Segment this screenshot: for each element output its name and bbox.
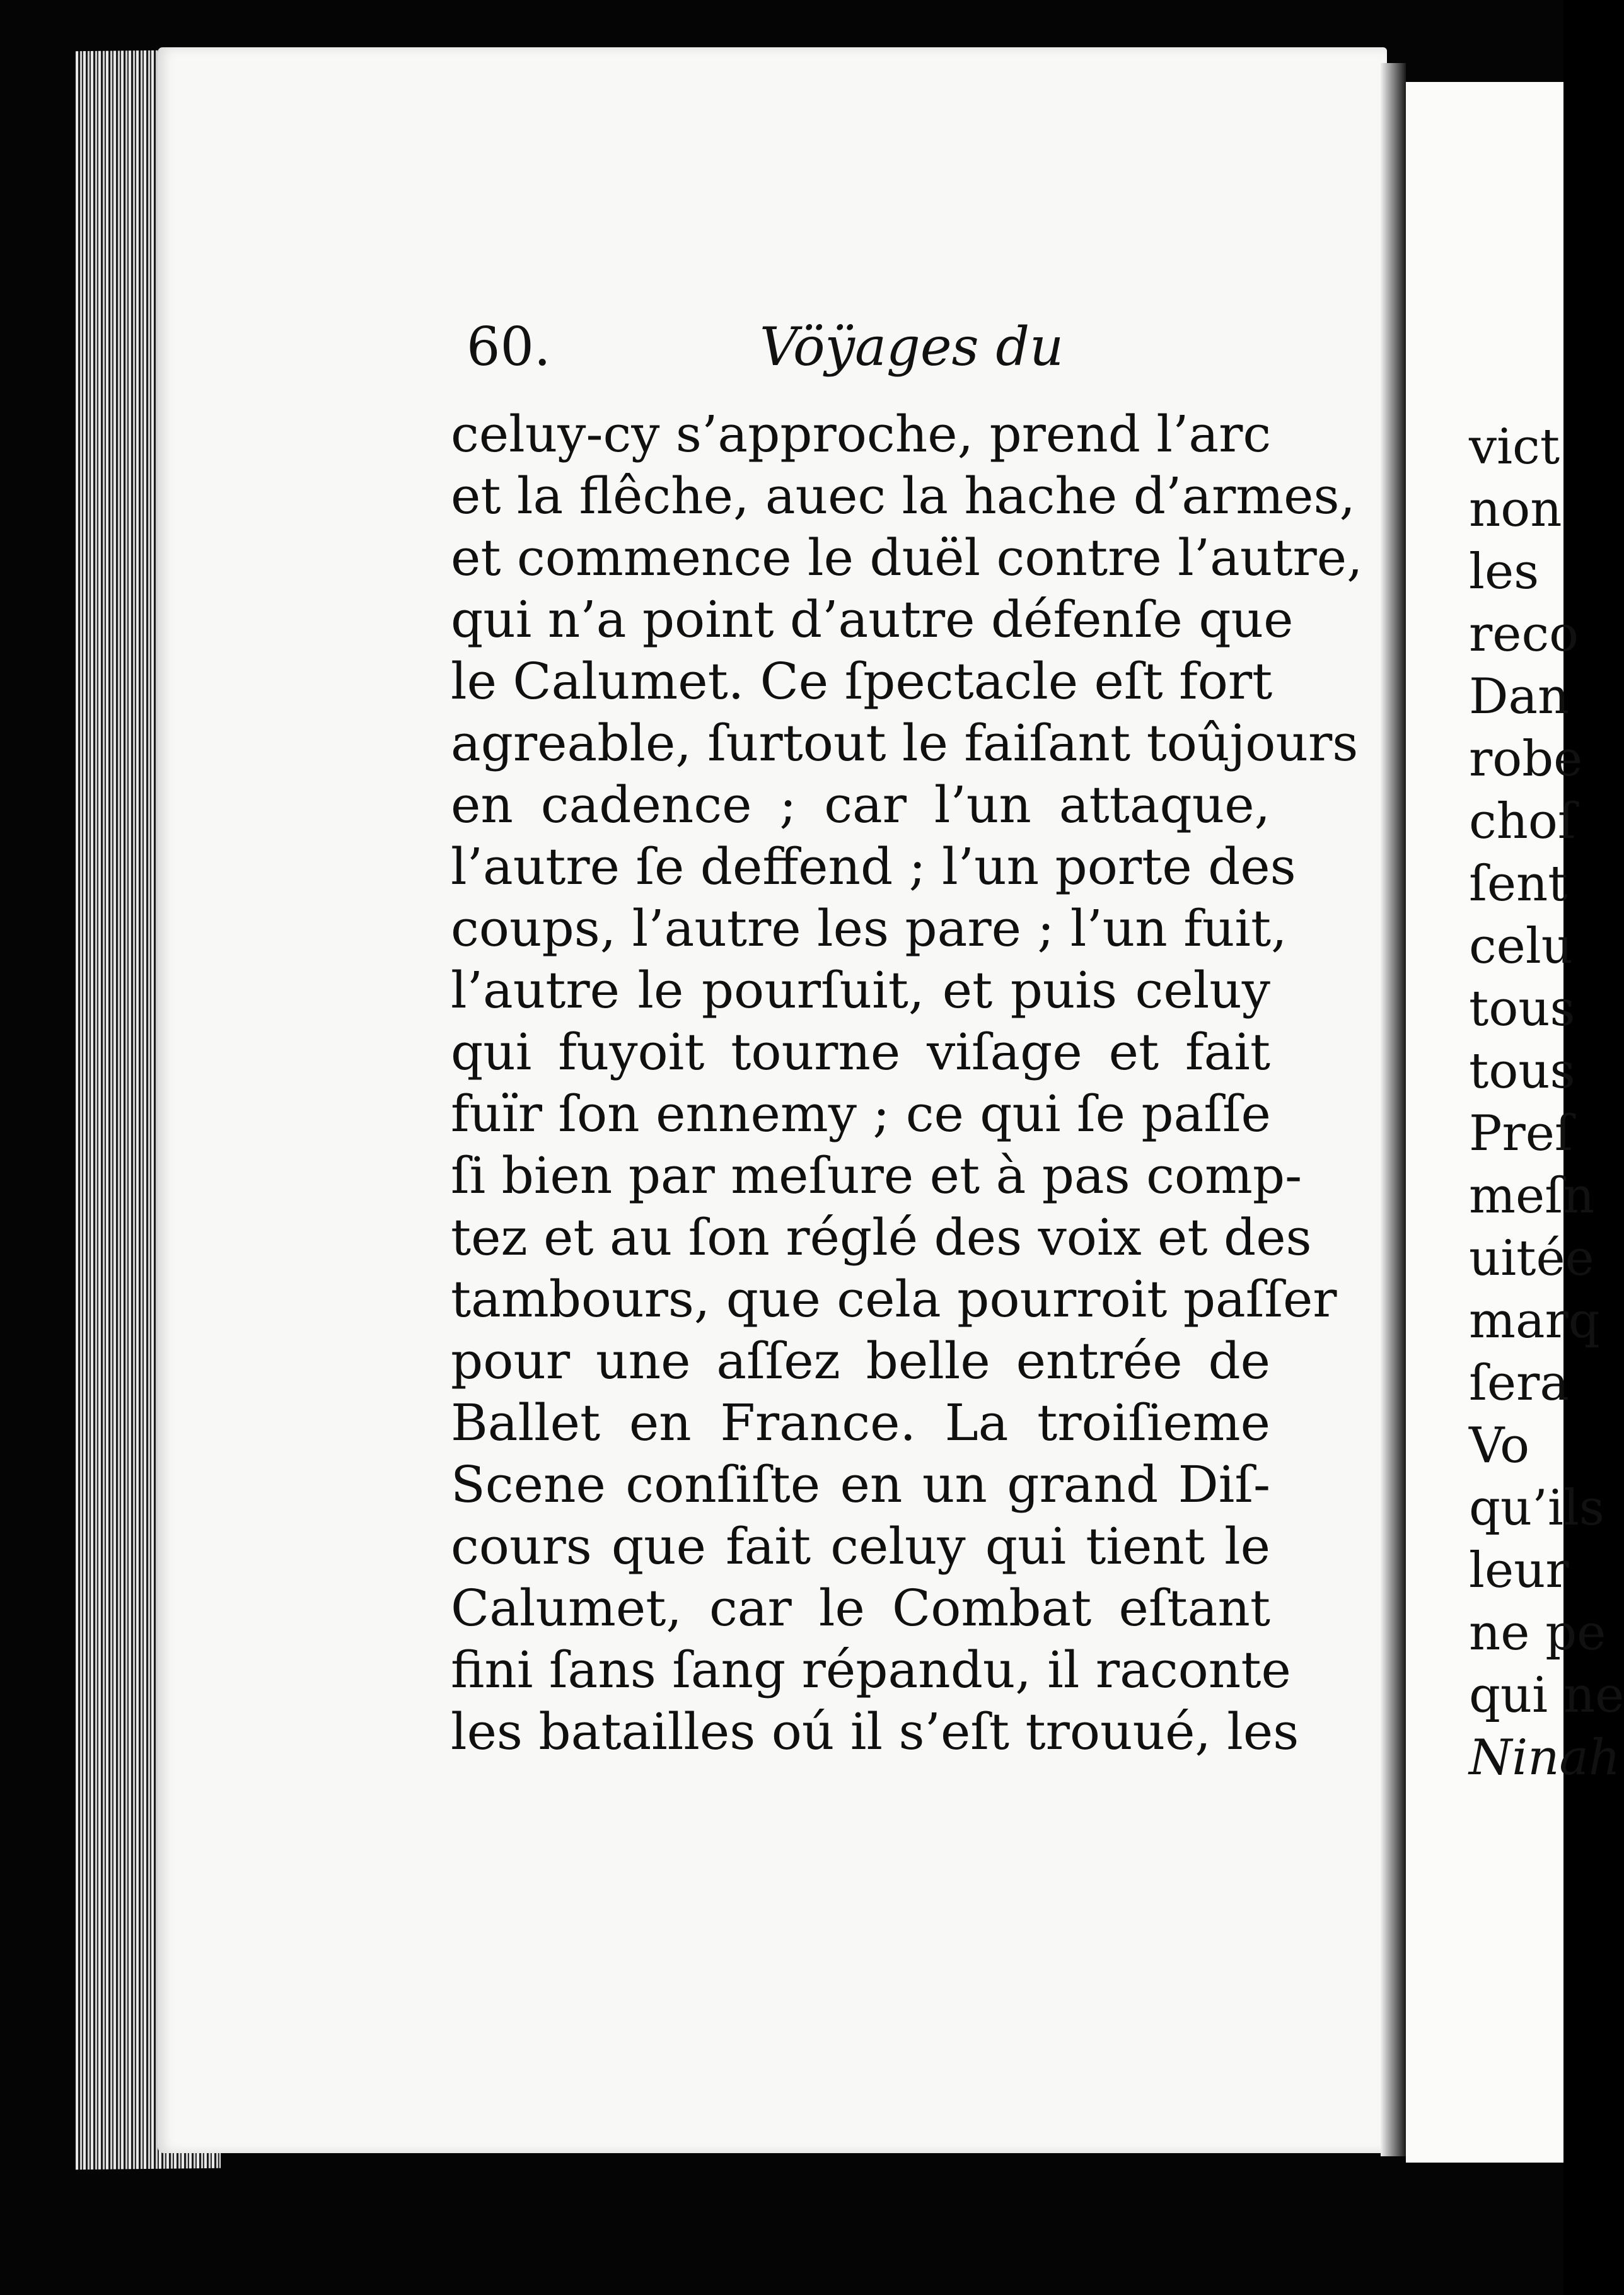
text-line: et la flêche, auec la hache d’armes, [451, 467, 1355, 525]
text-line: qui fuyoit tourne viſage et fait [451, 1023, 1270, 1081]
facing-text-line: les [1469, 543, 1540, 600]
running-title: Vöÿages du [760, 316, 1064, 378]
body-text [451, 404, 1363, 1763]
text-line: coups, l’autre les pare ; l’un fuit, [451, 899, 1287, 958]
text-line: en cadence ; car l’un attaque, [451, 776, 1270, 834]
text-line: et commence le duël contre l’autre, [451, 528, 1363, 587]
text-line: pour une aſſez belle entrée de [451, 1332, 1270, 1390]
facing-text-line: ſent [1469, 856, 1568, 912]
facing-text-line: qu’ils [1469, 1480, 1604, 1537]
text-line: Scene conſiſte en un grand Diſ- [451, 1455, 1270, 1514]
facing-text-line: celu [1469, 918, 1574, 975]
text-line: le Calumet. Ce ſpectacle eſt fort [451, 652, 1273, 711]
facing-text-line: Dan [1469, 668, 1570, 725]
facing-text-line: meſn [1469, 1168, 1595, 1224]
running-head [467, 315, 1349, 391]
facing-text-line: qui ne [1469, 1667, 1624, 1724]
text-line: tez et au ſon réglé des voix et des [451, 1208, 1312, 1267]
facing-text-line: Preſ [1469, 1105, 1573, 1162]
text-line: tambours, que cela pourroit paſſer [451, 1270, 1337, 1328]
text-line: les batailles oú il s’eſt trouué, les [451, 1702, 1299, 1761]
text-line: ſi bien par meſure et à pas comp- [451, 1146, 1302, 1205]
text-line: fini ſans ſang répandu, il raconte [451, 1641, 1291, 1699]
facing-text-line: robe [1469, 731, 1583, 787]
text-line: Ballet en France. La troiſieme [451, 1393, 1270, 1452]
facing-text-line: tous [1469, 1043, 1575, 1100]
text-line: l’autre ſe deffend ; l’un porte des [451, 837, 1296, 896]
facing-text-line: uitée [1469, 1230, 1594, 1287]
facing-text-line: tous [1469, 980, 1575, 1037]
facing-text-line: ne pe [1469, 1605, 1606, 1661]
text-line: Calumet, car le Combat eſtant [451, 1579, 1270, 1637]
facing-text-line: vict [1469, 419, 1560, 475]
text-line: qui n’a point d’autre défenſe que [451, 590, 1294, 649]
facing-text-line: choſ [1469, 793, 1576, 850]
facing-text-line: reco [1469, 606, 1579, 663]
facing-text-line: Vo [1469, 1417, 1530, 1474]
facing-text-line: ſera [1469, 1355, 1569, 1412]
text-line: celuy-cy s’approche, prend l’arc [451, 405, 1272, 463]
facing-text-line: Ninah [1469, 1729, 1621, 1786]
facing-text-line: marq [1469, 1293, 1600, 1349]
text-line: agreable, ſurtout le faiſant toûjours [451, 714, 1359, 772]
gutter-shadow [1381, 63, 1406, 2156]
text-line: cours que fait celuy qui tient le [451, 1517, 1270, 1576]
facing-text-line: leur [1469, 1542, 1569, 1599]
page-number: 60. [467, 316, 551, 378]
text-line: l’autre le pourſuit, et puis celuy [451, 961, 1270, 1020]
facing-page-text [1469, 416, 1624, 1789]
facing-text-line: non [1469, 481, 1562, 538]
text-line: fuïr ſon ennemy ; ce qui ſe paſſe [451, 1084, 1271, 1143]
